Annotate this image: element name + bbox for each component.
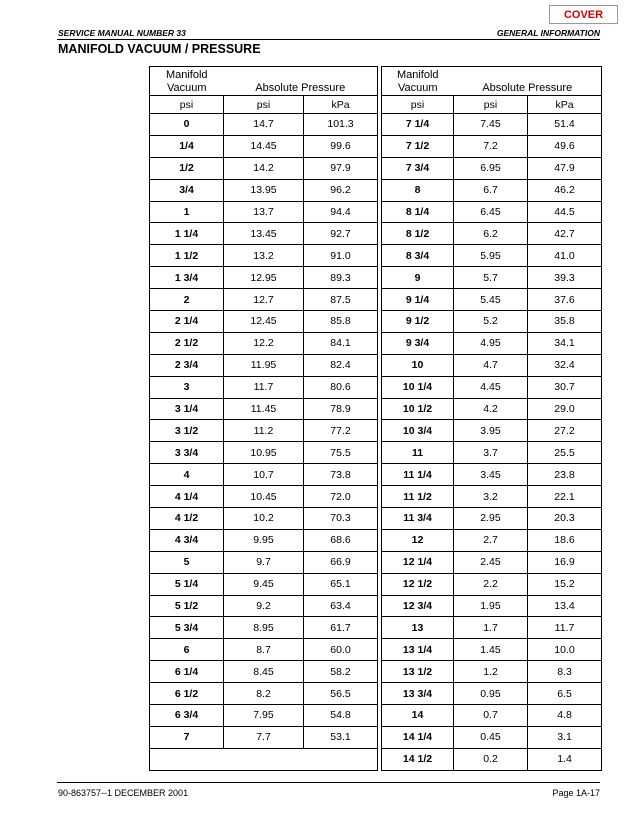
absolute-kpa-cell: 87.5 [304,289,378,311]
absolute-kpa-cell: 66.9 [304,551,378,573]
vacuum-psi-cell: 0 [150,114,224,136]
absolute-kpa-cell: 1.4 [528,748,602,770]
vacuum-psi-cell: 3 [150,376,224,398]
absolute-kpa-cell: 89.3 [304,267,378,289]
absolute-kpa-cell: 27.2 [528,420,602,442]
absolute-psi-cell: 5.45 [454,289,528,311]
psi-vacuum-col-header: psi [382,96,454,114]
table-row [150,354,378,376]
vacuum-psi-cell: 12 1/4 [382,551,454,573]
vacuum-psi-cell: 8 3/4 [382,245,454,267]
table-row [382,726,602,748]
absolute-psi-cell: 4.45 [454,376,528,398]
absolute-psi-cell: 12.45 [224,311,304,333]
vacuum-psi-cell: 7 1/2 [382,135,454,157]
pressure-table-left [149,66,378,771]
vacuum-psi-cell: 5 [150,551,224,573]
table-row [150,135,378,157]
absolute-psi-cell: 0.45 [454,726,528,748]
absolute-psi-cell: 9.2 [224,595,304,617]
vacuum-psi-cell: 3 1/4 [150,398,224,420]
table-row [382,420,602,442]
absolute-kpa-cell: 22.1 [528,486,602,508]
psi-vacuum-col-header: psi [150,96,224,114]
absolute-psi-cell: 11.7 [224,376,304,398]
absolute-psi-cell: 8.95 [224,617,304,639]
table-row [150,726,378,748]
absolute-psi-cell: 7.45 [454,114,528,136]
absolute-kpa-cell: 35.8 [528,311,602,333]
vacuum-psi-cell: 2 1/2 [150,332,224,354]
absolute-psi-cell: 10.7 [224,464,304,486]
table-row [382,573,602,595]
table-row [382,289,602,311]
absolute-psi-cell: 8.45 [224,661,304,683]
absolute-psi-cell: 14.2 [224,157,304,179]
vacuum-psi-cell: 11 1/4 [382,464,454,486]
absolute-psi-cell: 1.45 [454,639,528,661]
vacuum-psi-cell: 10 [382,354,454,376]
table-row [382,748,602,770]
absolute-psi-cell: 7.2 [454,135,528,157]
page-number-footer: Page 1A-17 [552,788,600,798]
table-row [382,157,602,179]
vacuum-psi-cell: 1/2 [150,157,224,179]
vacuum-psi-cell: 5 1/4 [150,573,224,595]
vacuum-psi-cell: 13 [382,617,454,639]
table-row [150,508,378,530]
vacuum-psi-cell: 4 1/4 [150,486,224,508]
absolute-kpa-cell: 65.1 [304,573,378,595]
vacuum-psi-cell: 13 1/2 [382,661,454,683]
table-row [150,573,378,595]
vacuum-psi-cell: 2 [150,289,224,311]
absolute-kpa-cell: 4.8 [528,705,602,727]
absolute-psi-cell: 3.45 [454,464,528,486]
absolute-psi-cell: 4.7 [454,354,528,376]
absolute-psi-cell: 0.7 [454,705,528,727]
absolute-psi-cell: 7.95 [224,705,304,727]
absolute-psi-cell: 13.45 [224,223,304,245]
table-row [382,595,602,617]
kpa-col-header: kPa [304,96,378,114]
vacuum-psi-cell: 4 3/4 [150,529,224,551]
absolute-kpa-cell: 29.0 [528,398,602,420]
table-row [150,529,378,551]
absolute-psi-cell: 6.2 [454,223,528,245]
absolute-kpa-cell: 47.9 [528,157,602,179]
absolute-psi-cell: 1.2 [454,661,528,683]
absolute-kpa-cell: 39.3 [528,267,602,289]
vacuum-psi-cell: 9 1/4 [382,289,454,311]
absolute-psi-cell: 4.2 [454,398,528,420]
absolute-kpa-cell: 15.2 [528,573,602,595]
absolute-kpa-cell: 94.4 [304,201,378,223]
table-row [150,245,378,267]
absolute-psi-cell: 6.45 [454,201,528,223]
absolute-psi-cell: 13.7 [224,201,304,223]
table-row [382,442,602,464]
absolute-psi-cell: 5.2 [454,311,528,333]
vacuum-psi-cell: 3/4 [150,179,224,201]
absolute-kpa-cell: 91.0 [304,245,378,267]
table-row [382,332,602,354]
vacuum-psi-cell: 8 [382,179,454,201]
absolute-kpa-cell: 44.5 [528,201,602,223]
header-divider [57,39,600,40]
absolute-psi-cell: 13.2 [224,245,304,267]
absolute-kpa-cell: 8.3 [528,661,602,683]
absolute-psi-cell: 14.7 [224,114,304,136]
absolute-pressure-header: Absolute Pressure [224,67,378,96]
vacuum-psi-cell: 1 [150,201,224,223]
absolute-kpa-cell: 18.6 [528,529,602,551]
absolute-kpa-cell: 73.8 [304,464,378,486]
vacuum-psi-cell: 7 [150,726,224,748]
absolute-kpa-cell: 77.2 [304,420,378,442]
absolute-kpa-cell: 46.2 [528,179,602,201]
vacuum-psi-cell: 12 1/2 [382,573,454,595]
absolute-psi-cell: 0.2 [454,748,528,770]
table-row [382,529,602,551]
table-row [382,551,602,573]
table-row [150,617,378,639]
absolute-kpa-cell: 80.6 [304,376,378,398]
table-row [150,486,378,508]
psi-absolute-col-header: psi [224,96,304,114]
absolute-kpa-cell: 96.2 [304,179,378,201]
table-row [382,114,602,136]
vacuum-psi-cell: 10 1/2 [382,398,454,420]
table-row [382,486,602,508]
absolute-psi-cell: 11.2 [224,420,304,442]
absolute-psi-cell: 13.95 [224,179,304,201]
table-row [382,376,602,398]
absolute-kpa-cell: 101.3 [304,114,378,136]
vacuum-psi-cell: 3 1/2 [150,420,224,442]
absolute-kpa-cell: 61.7 [304,617,378,639]
absolute-psi-cell: 12.2 [224,332,304,354]
manifold-vacuum-header [382,67,454,96]
absolute-psi-cell: 9.7 [224,551,304,573]
absolute-psi-cell: 12.95 [224,267,304,289]
vacuum-psi-cell: 10 3/4 [382,420,454,442]
cover-button[interactable]: COVER [549,5,618,24]
table-row [382,464,602,486]
table-row [150,157,378,179]
manifold-label: Manifold [396,69,439,81]
absolute-kpa-cell: 20.3 [528,508,602,530]
absolute-kpa-cell: 32.4 [528,354,602,376]
absolute-psi-cell: 2.95 [454,508,528,530]
empty-row [150,748,378,770]
table-row [382,223,602,245]
absolute-kpa-cell: 70.3 [304,508,378,530]
absolute-psi-cell: 10.45 [224,486,304,508]
absolute-psi-cell: 0.95 [454,683,528,705]
table-row [150,639,378,661]
pressure-table-right [381,66,602,771]
vacuum-psi-cell: 8 1/4 [382,201,454,223]
kpa-col-header: kPa [528,96,602,114]
absolute-psi-cell: 9.45 [224,573,304,595]
manifold-label: Manifold [165,69,208,81]
table-row [150,661,378,683]
vacuum-psi-cell: 6 1/2 [150,683,224,705]
absolute-kpa-cell: 82.4 [304,354,378,376]
absolute-psi-cell: 1.7 [454,617,528,639]
absolute-psi-cell: 11.95 [224,354,304,376]
vacuum-psi-cell: 5 1/2 [150,595,224,617]
vacuum-psi-cell: 4 [150,464,224,486]
table-row [382,705,602,727]
table-row [150,376,378,398]
vacuum-psi-cell: 6 [150,639,224,661]
vacuum-psi-cell: 6 1/4 [150,661,224,683]
vacuum-psi-cell: 11 3/4 [382,508,454,530]
absolute-kpa-cell: 97.9 [304,157,378,179]
absolute-psi-cell: 2.45 [454,551,528,573]
table-row [382,354,602,376]
absolute-kpa-cell: 11.7 [528,617,602,639]
absolute-psi-cell: 6.95 [454,157,528,179]
table-row [382,311,602,333]
absolute-psi-cell: 5.95 [454,245,528,267]
absolute-kpa-cell: 72.0 [304,486,378,508]
vacuum-psi-cell: 14 1/2 [382,748,454,770]
table-row [150,398,378,420]
vacuum-psi-cell: 7 3/4 [382,157,454,179]
absolute-kpa-cell: 85.8 [304,311,378,333]
table-row [150,311,378,333]
table-row [150,705,378,727]
absolute-kpa-cell: 10.0 [528,639,602,661]
absolute-psi-cell: 10.95 [224,442,304,464]
document-number-footer: 90-863757--1 DECEMBER 2001 [58,788,189,798]
table-row [150,179,378,201]
absolute-kpa-cell: 30.7 [528,376,602,398]
vacuum-psi-cell: 9 1/2 [382,311,454,333]
absolute-psi-cell: 6.7 [454,179,528,201]
absolute-kpa-cell: 53.1 [304,726,378,748]
table-row [382,508,602,530]
absolute-kpa-cell: 63.4 [304,595,378,617]
vacuum-psi-cell: 9 3/4 [382,332,454,354]
absolute-psi-cell: 12.7 [224,289,304,311]
table-row [150,223,378,245]
absolute-psi-cell: 14.45 [224,135,304,157]
table-row [150,551,378,573]
vacuum-psi-cell: 1 1/2 [150,245,224,267]
table-row [382,639,602,661]
vacuum-psi-cell: 14 [382,705,454,727]
empty-cell [150,748,378,770]
table-row [150,289,378,311]
absolute-kpa-cell: 25.5 [528,442,602,464]
absolute-kpa-cell: 16.9 [528,551,602,573]
vacuum-psi-cell: 5 3/4 [150,617,224,639]
table-row [150,442,378,464]
table-row [150,267,378,289]
vacuum-psi-cell: 4 1/2 [150,508,224,530]
vacuum-psi-cell: 10 1/4 [382,376,454,398]
vacuum-psi-cell: 2 3/4 [150,354,224,376]
vacuum-psi-cell: 12 [382,529,454,551]
vacuum-psi-cell: 1 1/4 [150,223,224,245]
absolute-psi-cell: 3.95 [454,420,528,442]
table-row [382,201,602,223]
vacuum-psi-cell: 8 1/2 [382,223,454,245]
absolute-kpa-cell: 13.4 [528,595,602,617]
vacuum-psi-cell: 11 [382,442,454,464]
vacuum-psi-cell: 13 3/4 [382,683,454,705]
table-row [382,135,602,157]
table-row [382,398,602,420]
table-row [150,332,378,354]
vacuum-psi-cell: 1/4 [150,135,224,157]
absolute-psi-cell: 9.95 [224,529,304,551]
table-row [150,420,378,442]
vacuum-psi-cell: 12 3/4 [382,595,454,617]
vacuum-psi-cell: 2 1/4 [150,311,224,333]
absolute-kpa-cell: 78.9 [304,398,378,420]
absolute-kpa-cell: 58.2 [304,661,378,683]
absolute-kpa-cell: 37.6 [528,289,602,311]
manifold-vacuum-header [150,67,224,96]
absolute-psi-cell: 2.2 [454,573,528,595]
table-row [150,201,378,223]
table-row [382,661,602,683]
table-row [382,617,602,639]
absolute-psi-cell: 7.7 [224,726,304,748]
absolute-kpa-cell: 60.0 [304,639,378,661]
absolute-psi-cell: 10.2 [224,508,304,530]
absolute-kpa-cell: 34.1 [528,332,602,354]
absolute-kpa-cell: 6.5 [528,683,602,705]
absolute-psi-cell: 3.7 [454,442,528,464]
absolute-kpa-cell: 23.8 [528,464,602,486]
absolute-kpa-cell: 42.7 [528,223,602,245]
absolute-psi-cell: 1.95 [454,595,528,617]
vacuum-psi-cell: 9 [382,267,454,289]
vacuum-label: Vacuum [397,82,438,94]
absolute-kpa-cell: 92.7 [304,223,378,245]
vacuum-psi-cell: 1 3/4 [150,267,224,289]
table-row [382,683,602,705]
table-row [150,595,378,617]
vacuum-psi-cell: 3 3/4 [150,442,224,464]
footer-divider [57,782,600,783]
table-row [382,267,602,289]
vacuum-psi-cell: 7 1/4 [382,114,454,136]
absolute-psi-cell: 2.7 [454,529,528,551]
absolute-kpa-cell: 41.0 [528,245,602,267]
absolute-psi-cell: 5.7 [454,267,528,289]
absolute-kpa-cell: 54.8 [304,705,378,727]
absolute-kpa-cell: 68.6 [304,529,378,551]
absolute-psi-cell: 8.7 [224,639,304,661]
psi-absolute-col-header: psi [454,96,528,114]
absolute-kpa-cell: 99.6 [304,135,378,157]
table-row [382,179,602,201]
table-row [382,245,602,267]
absolute-kpa-cell: 75.5 [304,442,378,464]
table-row [150,114,378,136]
table-row [150,683,378,705]
absolute-kpa-cell: 51.4 [528,114,602,136]
table-row [150,464,378,486]
absolute-pressure-header: Absolute Pressure [454,67,602,96]
absolute-psi-cell: 4.95 [454,332,528,354]
absolute-psi-cell: 8.2 [224,683,304,705]
vacuum-psi-cell: 6 3/4 [150,705,224,727]
absolute-kpa-cell: 49.6 [528,135,602,157]
manual-number-header: SERVICE MANUAL NUMBER 33 [58,28,186,38]
page-title: MANIFOLD VACUUM / PRESSURE [58,42,261,56]
vacuum-psi-cell: 11 1/2 [382,486,454,508]
vacuum-label: Vacuum [166,82,207,94]
absolute-kpa-cell: 56.5 [304,683,378,705]
absolute-psi-cell: 11.45 [224,398,304,420]
vacuum-psi-cell: 13 1/4 [382,639,454,661]
vacuum-psi-cell: 14 1/4 [382,726,454,748]
absolute-psi-cell: 3.2 [454,486,528,508]
section-header: GENERAL INFORMATION [496,28,600,38]
absolute-kpa-cell: 3.1 [528,726,602,748]
absolute-kpa-cell: 84.1 [304,332,378,354]
